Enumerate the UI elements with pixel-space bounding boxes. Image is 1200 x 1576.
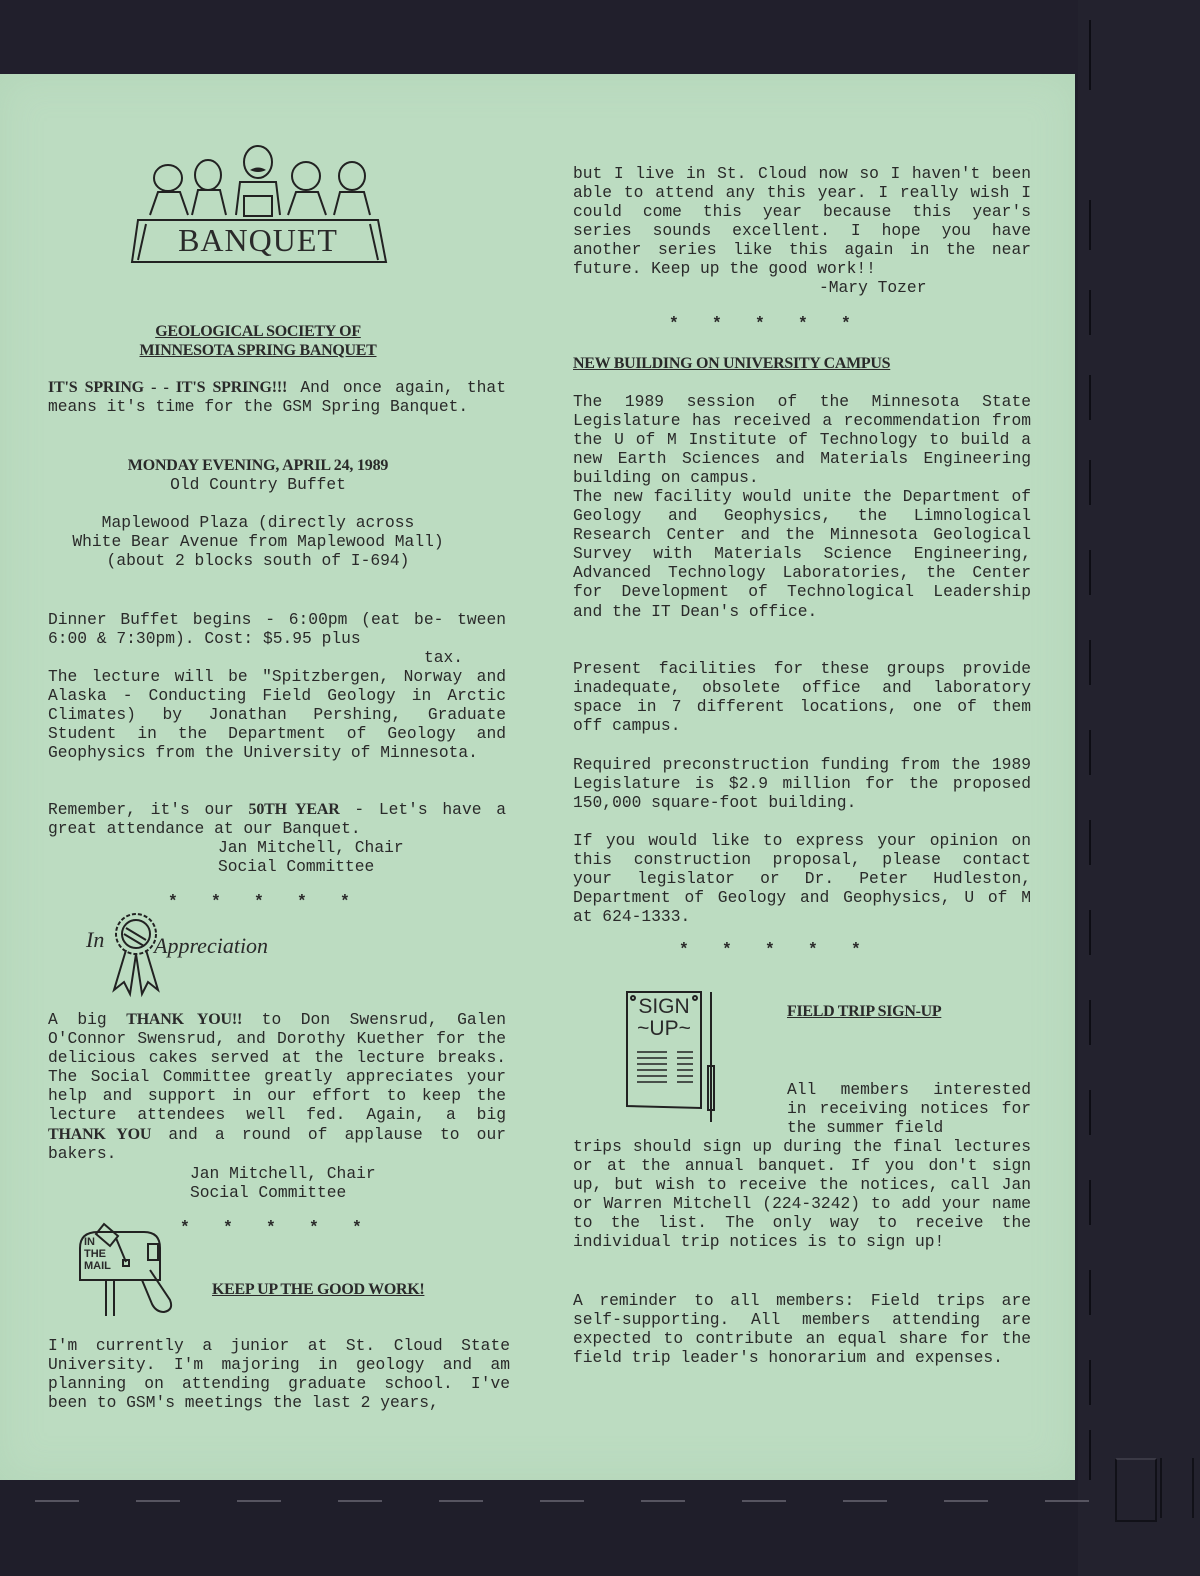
appreciation-text-2: to Don Swensrud, Galen O'Connor Swensrud, and Dorothy Kuether for the delicious cakes served at the lecture breaks. The Social Committee greatly appreciates your help and support in our effort to keep the lecture attendees well fed. Again, a big xyxy=(48,1010,507,1125)
edge-mark xyxy=(1089,550,1091,595)
scanner-background-right xyxy=(1078,0,1200,1576)
banquet-dinner-info: Dinner Buffet begins - 6:00pm (eat be- tween 6:00 & 7:30pm). Cost: $5.95 plus xyxy=(48,610,506,649)
edge-mark xyxy=(1089,1180,1091,1225)
edge-mark xyxy=(1089,1000,1091,1045)
banquet-signature xyxy=(218,838,404,876)
banquet-intro-bold: IT'S SPRING - - IT'S SPRING!!! xyxy=(48,379,288,396)
new-building-title: NEW BUILDING ON UNIVERSITY CAMPUS xyxy=(573,355,891,372)
signup-label-line: SIGN xyxy=(638,995,690,1018)
banquet-address-line1: Maplewood Plaza (directly across xyxy=(101,513,415,533)
new-building-p3: Present facilities for these groups provide inadequate, obsolete office and laboratory space in 7 different locations, one of them off campus. xyxy=(573,659,1031,736)
edge-mark xyxy=(1089,375,1091,420)
appreciation-paragraph xyxy=(48,1010,506,1163)
letter-body-part1: I'm currently a junior at St. Cloud State University. I'm majoring in geology and am planning on attending graduate school. I've been to GSM's meetings the last 2 years, xyxy=(48,1336,510,1413)
edge-mark xyxy=(1089,640,1091,685)
new-building-p2: The new facility would unite the Department of Geology and Geophysics, the Limnological Research Center and the Minnesota Geological Survey with Materials Science Engineering, Advanced Technology Laboratories, the Center for Development of Technological Leadership and the IT Dean's office. xyxy=(573,487,1031,621)
edge-mark xyxy=(1089,200,1091,250)
banquet-lecture-info: The lecture will be "Spitzbergen, Norway and Alaska - Conducting Field Geology in Arctic Climates) by Jonathan Pershing, Graduate Student in the Department of Geology and Geophysics from the University of Minnesota. xyxy=(48,667,506,763)
newsletter-page xyxy=(0,74,1075,1480)
section-separator: * * * * * xyxy=(180,1218,362,1237)
mailbox-graphic xyxy=(74,1220,184,1320)
letter-signature: -Mary Tozer xyxy=(819,278,927,297)
edge-mark xyxy=(1089,730,1091,775)
new-building-p4: Required preconstruction funding from the 1989 Legislature is $2.9 million for the proposed 150,000 square-foot building. xyxy=(573,755,1031,813)
edge-mark xyxy=(1089,1360,1091,1405)
field-trip-p2: A reminder to all members: Field trips are self-supporting. All members attending are expected to contribute an equal share for the field trip leader's honorarium and expenses. xyxy=(573,1291,1031,1368)
appreciation-label-in: In xyxy=(86,927,105,952)
banquet-address-line2: White Bear Avenue from Maplewood Mall) xyxy=(72,532,444,552)
thank-you-bold-2: THANK YOU xyxy=(48,1125,152,1143)
scanner-corner-mark xyxy=(1160,1458,1194,1518)
mailbox-label-line: IN xyxy=(84,1236,95,1248)
signature-name: Jan Mitchell, Chair xyxy=(218,838,404,857)
section-separator: * * * * * xyxy=(679,940,861,959)
mailbox-label xyxy=(84,1236,111,1272)
banquet-illustration xyxy=(128,140,388,268)
mailbox-label-line: MAIL xyxy=(84,1260,111,1272)
edge-mark xyxy=(1089,1430,1091,1480)
letter-body-part2: but I live in St. Cloud now so I haven't been able to attend any this year. I really wish I could come this year because this year's series sounds excellent. I hope you have another series like this again in the near future. Keep up the good work!! xyxy=(573,164,1031,279)
banquet-intro-text: And once again, that means it's time for the GSM Spring Banquet. xyxy=(48,378,506,417)
appreciation-text-1: A big xyxy=(48,1010,127,1029)
banquet-dinner-tax: tax. xyxy=(424,648,464,667)
field-trip-title: FIELD TRIP SIGN-UP xyxy=(787,1003,942,1020)
section-separator: * * * * * xyxy=(669,314,851,333)
edge-mark xyxy=(1089,820,1091,865)
scanner-background-top xyxy=(0,0,1200,74)
banquet-title-line1: GEOLOGICAL SOCIETY OF xyxy=(155,323,361,340)
field-trip-p1-indent: All members interested in receiving notices for the summer field xyxy=(787,1080,1031,1138)
edge-mark xyxy=(1089,290,1091,335)
banquet-intro xyxy=(48,378,506,416)
edge-mark xyxy=(1089,910,1091,955)
appreciation-label: Appreciation xyxy=(154,933,269,958)
banquet-address-line3: (about 2 blocks south of I-694) xyxy=(106,551,410,571)
new-building-p1: The 1989 session of the Minnesota State Legislature has received a recommendation from the U of M Institute of Technology to build a new Earth Sciences and Materials Engineering building on campus. xyxy=(573,392,1031,488)
signature-committee: Social Committee xyxy=(218,857,375,877)
banquet-event-details xyxy=(48,456,468,570)
signup-label-line: ~UP~ xyxy=(637,1017,691,1040)
edge-mark xyxy=(1089,460,1091,505)
banquet-date: MONDAY EVENING, APRIL 24, 1989 xyxy=(127,457,389,474)
mailbox-label-line: THE xyxy=(84,1248,106,1260)
signature-committee: Social Committee xyxy=(190,1183,347,1203)
appreciation-signature xyxy=(190,1164,376,1202)
banquet-banner-label: BANQUET xyxy=(178,222,338,258)
appreciation-text-3: and a round of applause to our bakers. xyxy=(48,1124,506,1163)
banquet-title-line2: MINNESOTA SPRING BANQUET xyxy=(139,342,377,360)
edge-mark xyxy=(1089,1090,1091,1135)
banquet-venue: Old Country Buffet xyxy=(170,475,346,495)
edge-mark xyxy=(1089,1270,1091,1315)
letter-title: KEEP UP THE GOOD WORK! xyxy=(212,1281,425,1298)
thank-you-bold: THANK YOU!! xyxy=(126,1011,243,1028)
field-trip-p1: trips should sign up during the final lectures or at the annual banquet. If you don't sign up, but wish to receive the notices, call Jan or Warren Mitchell (224-3242) to add your name to the list. The only way to receive the individual trip notices is to sign up! xyxy=(573,1137,1031,1252)
banquet-anniversary-note xyxy=(48,800,506,838)
section-separator: * * * * * xyxy=(168,892,350,911)
banquet-title xyxy=(48,322,468,360)
signup-graphic xyxy=(625,990,725,1122)
anniversary-text-post: - Let's have a great attendance at our Banquet. xyxy=(48,800,507,839)
signup-label xyxy=(629,996,699,1040)
scanner-bottom-tabs xyxy=(30,1500,1080,1510)
new-building-p5: If you would like to express your opinion on this construction proposal, please contact your legislator or Dr. Peter Hudleston, Department of Geology and Geophysics, U of M at 624-1333. xyxy=(573,831,1031,927)
signature-name: Jan Mitchell, Chair xyxy=(190,1164,376,1183)
edge-mark xyxy=(1089,20,1091,90)
appreciation-graphic xyxy=(86,910,326,1000)
scanner-corner-mark xyxy=(1115,1458,1157,1522)
anniversary-text-pre: Remember, it's our xyxy=(48,800,249,819)
anniversary-bold: 50TH YEAR xyxy=(248,801,340,818)
